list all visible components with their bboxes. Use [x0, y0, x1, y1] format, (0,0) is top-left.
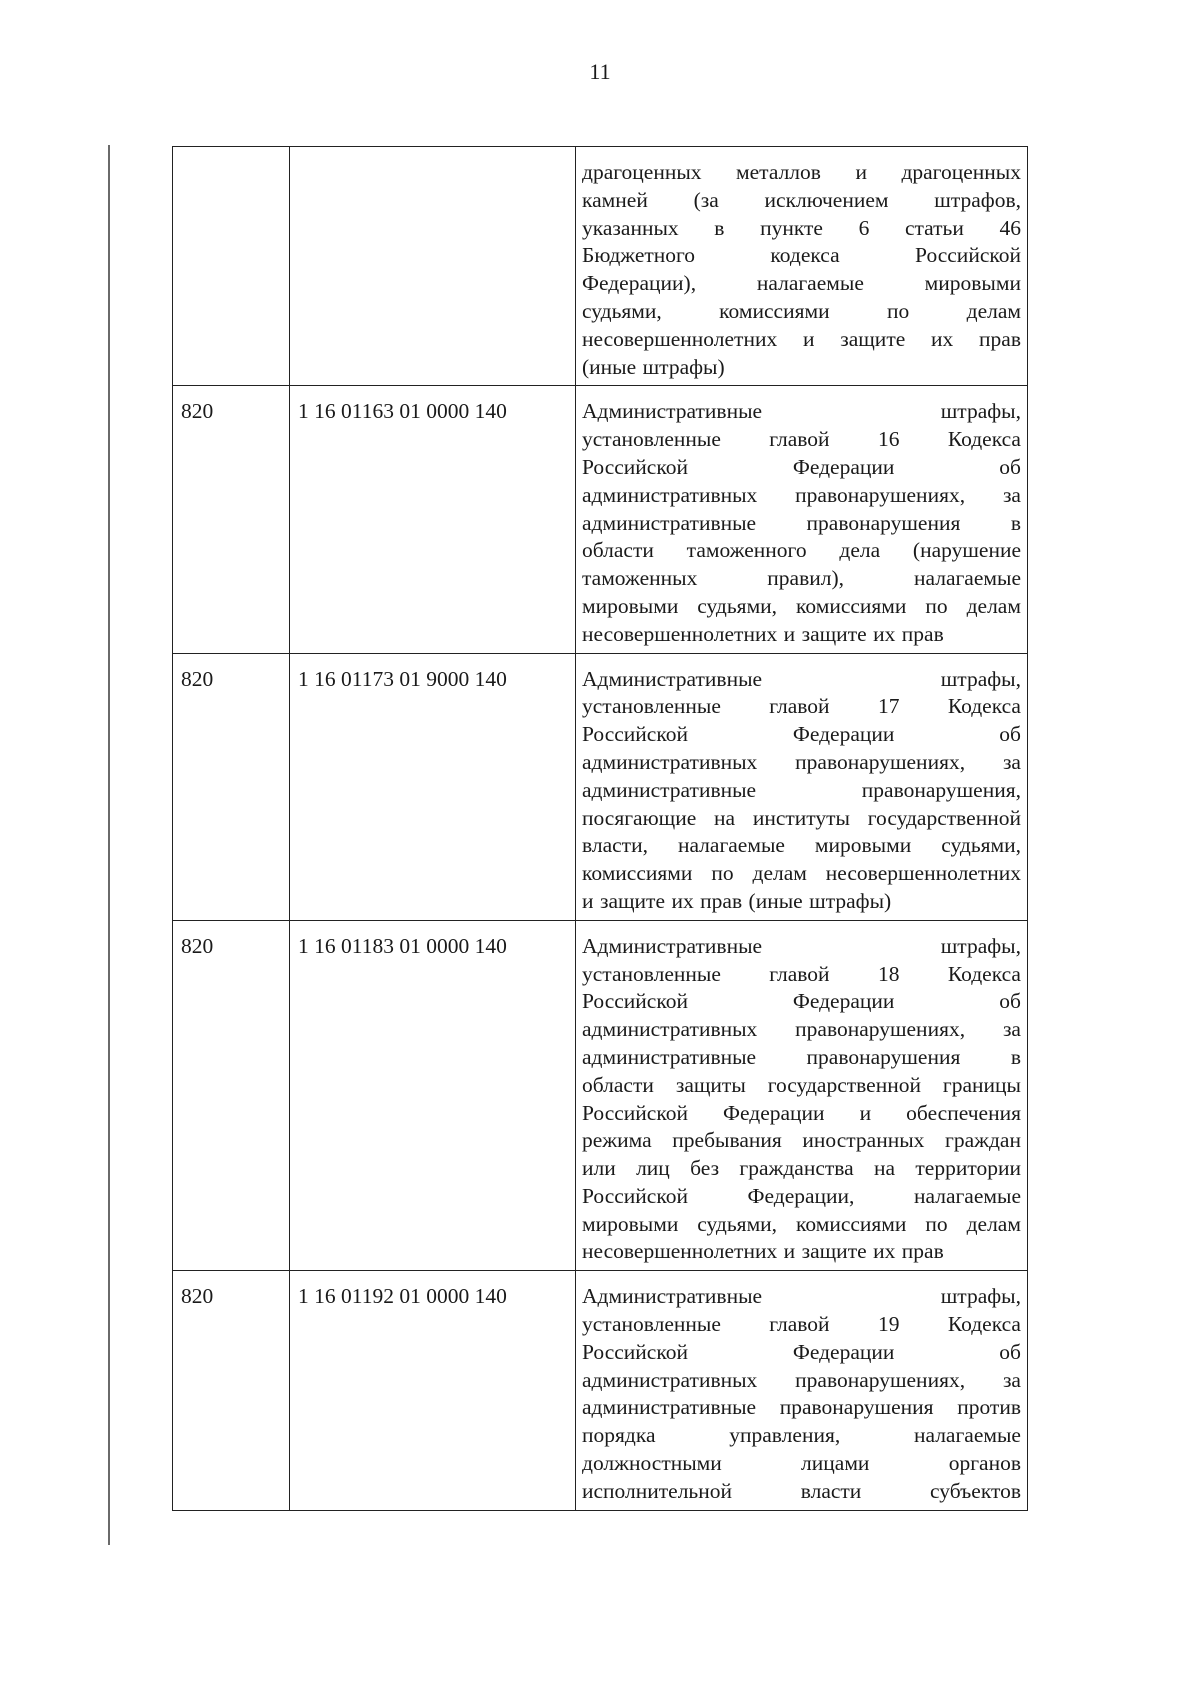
revenue-name-line — [582, 426, 1021, 454]
word: и — [859, 1100, 872, 1125]
word: 16 — [877, 427, 900, 452]
word: власти, — [582, 833, 648, 858]
word: защите — [801, 1239, 867, 1264]
revenue-name-line — [582, 888, 1021, 916]
revenue-name-line — [582, 1044, 1021, 1072]
word: несовершеннолетних — [582, 1239, 778, 1264]
word: власти — [800, 1478, 862, 1503]
admin-code-cell — [173, 147, 290, 386]
word: (иные — [748, 888, 803, 913]
word: налагаемые — [756, 271, 864, 296]
word: статьи — [904, 215, 964, 240]
word: государственной — [867, 805, 1021, 830]
revenue-name-line — [582, 242, 1021, 270]
table-row — [173, 920, 1028, 1271]
revenue-name-line — [582, 1283, 1021, 1311]
word: несовершеннолетних — [825, 861, 1021, 886]
revenue-name-line — [582, 1016, 1021, 1044]
word: Федерации — [792, 989, 895, 1014]
revenue-name-line — [582, 860, 1021, 888]
word: Административные — [582, 933, 763, 958]
word: налагаемые — [677, 833, 785, 858]
word: Федерации — [723, 1100, 825, 1125]
word: комиссиями — [796, 593, 907, 618]
word: лиц — [636, 1156, 670, 1181]
word: области — [582, 1072, 654, 1097]
word: об — [999, 1339, 1021, 1364]
word: по — [711, 861, 734, 886]
word: и — [783, 621, 796, 646]
word: кодекса — [770, 243, 840, 268]
word: их — [671, 888, 694, 913]
revenue-name-line — [582, 1478, 1021, 1506]
word: указанных — [582, 215, 679, 240]
word: установленные — [582, 961, 721, 986]
word: защите — [840, 326, 906, 351]
word: против — [957, 1395, 1021, 1420]
word: граждан — [945, 1128, 1021, 1153]
word: административных — [582, 1367, 758, 1392]
revenue-name-line — [582, 215, 1021, 243]
word: налагаемые — [913, 566, 1021, 591]
revenue-name-line — [582, 1450, 1021, 1478]
revenue-name-line — [582, 749, 1021, 777]
word: прав — [979, 326, 1021, 351]
word: установленные — [582, 694, 721, 719]
revenue-name-line — [582, 1422, 1021, 1450]
word: несовершеннолетних — [582, 326, 778, 351]
admin-code-cell: 820 — [173, 1271, 290, 1510]
revenue-name-line — [582, 621, 1021, 649]
kbk-code-cell: 1 16 01183 01 0000 140 — [290, 920, 576, 1271]
word: 46 — [999, 215, 1021, 240]
revenue-name-line — [582, 298, 1021, 326]
word: административных — [582, 749, 758, 774]
word: установленные — [582, 427, 721, 452]
word: границы — [942, 1072, 1021, 1097]
revenue-name-line — [582, 1127, 1021, 1155]
word: порядка — [582, 1423, 656, 1448]
kbk-code-cell: 1 16 01163 01 0000 140 — [290, 386, 576, 653]
word: налагаемые — [913, 1423, 1021, 1448]
word: об — [999, 454, 1021, 479]
word: Российской — [582, 454, 688, 479]
kbk-code-cell — [290, 147, 576, 386]
word: дела — [839, 538, 881, 563]
revenue-name-line — [582, 1183, 1021, 1211]
word: 17 — [877, 694, 900, 719]
word: правонарушениях, — [795, 749, 966, 774]
word: комиссиями — [719, 298, 830, 323]
word: Российской — [582, 1339, 688, 1364]
word: мировыми — [814, 833, 912, 858]
word: налагаемые — [913, 1183, 1021, 1208]
word: делам — [966, 1211, 1021, 1236]
revenue-name-line — [582, 537, 1021, 565]
revenue-name-line — [582, 565, 1021, 593]
word: (иные — [582, 354, 637, 379]
admin-code-cell: 820 — [173, 653, 290, 920]
revenue-name-line — [582, 270, 1021, 298]
word: (нарушение — [912, 538, 1021, 563]
word: Российской — [582, 989, 688, 1014]
word: штрафы, — [940, 933, 1021, 958]
word: за — [1002, 1017, 1021, 1042]
revenue-name-line — [582, 1155, 1021, 1183]
word: Российской — [582, 722, 688, 747]
table-row — [173, 1271, 1028, 1510]
word: делам — [966, 298, 1021, 323]
word: субъектов — [930, 1478, 1021, 1503]
word: Российской — [582, 1183, 688, 1208]
revenue-name-line — [582, 961, 1021, 989]
word: Федерации — [792, 1339, 895, 1364]
word: 18 — [877, 961, 900, 986]
word: административные — [582, 777, 757, 802]
word: административных — [582, 1017, 758, 1042]
revenue-name-line — [582, 593, 1021, 621]
revenue-name-line — [582, 805, 1021, 833]
word: правонарушения, — [861, 777, 1021, 802]
revenue-name-cell — [576, 653, 1028, 920]
revenue-name-line — [582, 159, 1021, 187]
word: штрафы, — [940, 666, 1021, 691]
revenue-name-line — [582, 1394, 1021, 1422]
word: Кодекса — [947, 694, 1021, 719]
word: Российской — [582, 1100, 688, 1125]
table-row — [173, 147, 1028, 386]
word: 19 — [877, 1312, 900, 1337]
table-body — [173, 147, 1028, 1511]
word: режима — [582, 1128, 652, 1153]
word: драгоценных — [582, 160, 702, 184]
word: Бюджетного — [582, 243, 696, 268]
word: Федерации), — [582, 271, 697, 296]
word: металлов — [736, 160, 821, 184]
revenue-name-cell — [576, 147, 1028, 386]
revenue-name-cell — [576, 1271, 1028, 1510]
word: драгоценных — [901, 160, 1021, 184]
word: делам — [752, 861, 807, 886]
word: главой — [769, 694, 830, 719]
word: камней — [582, 187, 648, 212]
word: пункте — [760, 215, 823, 240]
word: главой — [769, 427, 830, 452]
revenue-name-line — [582, 721, 1021, 749]
word: прав — [901, 621, 944, 646]
word: судьями, — [582, 298, 662, 323]
word: об — [999, 989, 1021, 1014]
word: штрафы, — [940, 399, 1021, 424]
word: лицами — [801, 1451, 870, 1476]
word: Административные — [582, 666, 763, 691]
word: их — [931, 326, 954, 351]
word: территории — [915, 1156, 1021, 1181]
word: штрафы, — [940, 1284, 1021, 1309]
revenue-name-line — [582, 1339, 1021, 1367]
word: Федерации — [792, 454, 895, 479]
word: Федерации, — [747, 1183, 855, 1208]
word: правил), — [767, 566, 845, 591]
word: Кодекса — [947, 961, 1021, 986]
margin-line — [108, 145, 110, 1545]
kbk-code-cell: 1 16 01192 01 0000 140 — [290, 1271, 576, 1510]
word: прав — [700, 888, 743, 913]
word: административные — [582, 1044, 757, 1069]
word: Федерации — [792, 722, 895, 747]
word: области — [582, 538, 654, 563]
word: должностными — [582, 1451, 722, 1476]
word: административные — [582, 1395, 757, 1420]
word: или — [582, 1156, 616, 1181]
revenue-name-line — [582, 666, 1021, 694]
word: защиты — [675, 1072, 746, 1097]
word: судьями, — [697, 1211, 778, 1236]
revenue-name-line — [582, 988, 1021, 1016]
word: Кодекса — [947, 427, 1021, 452]
word: Российской — [915, 243, 1021, 268]
word: и — [582, 888, 594, 913]
word: в — [714, 215, 725, 240]
kbk-code-cell: 1 16 01173 01 9000 140 — [290, 653, 576, 920]
word: комиссиями — [582, 861, 693, 886]
word: комиссиями — [796, 1211, 907, 1236]
revenue-name-cell — [576, 386, 1028, 653]
revenue-name-line — [582, 1211, 1021, 1239]
word: на — [874, 1156, 896, 1181]
word: за — [1002, 749, 1021, 774]
word: по — [925, 1211, 948, 1236]
word: (за — [693, 187, 719, 212]
word: делам — [966, 593, 1021, 618]
word: за — [1002, 1367, 1021, 1392]
word: об — [999, 722, 1021, 747]
word: несовершеннолетних — [582, 621, 778, 646]
budget-classification-table — [172, 146, 1028, 1511]
word: мировыми — [582, 593, 679, 618]
word: защите — [801, 621, 867, 646]
word: исключением — [764, 187, 889, 212]
word: штрафы) — [642, 354, 725, 379]
word: правонарушения — [779, 1395, 934, 1420]
word: защите — [599, 888, 665, 913]
word: их — [873, 1239, 896, 1264]
word: правонарушения — [806, 510, 961, 535]
word: правонарушения — [806, 1044, 961, 1069]
word: штрафы) — [809, 888, 892, 913]
word: за — [1002, 482, 1021, 507]
word: таможенного — [686, 538, 807, 563]
word: Кодекса — [947, 1312, 1021, 1337]
revenue-name-line — [582, 933, 1021, 961]
admin-code-cell: 820 — [173, 386, 290, 653]
revenue-name-line — [582, 777, 1021, 805]
admin-code-cell: 820 — [173, 920, 290, 1271]
word: посягающие — [582, 805, 697, 830]
word: главой — [769, 1312, 830, 1337]
word: 6 — [858, 215, 870, 240]
word: главой — [769, 961, 830, 986]
page-number: 11 — [589, 59, 611, 84]
word: и — [783, 1239, 796, 1264]
word: штрафов, — [934, 187, 1021, 212]
word: судьями, — [941, 833, 1021, 858]
word: прав — [901, 1239, 944, 1264]
word: мировыми — [582, 1211, 679, 1236]
word: мировыми — [924, 271, 1021, 296]
revenue-name-line — [582, 354, 1021, 382]
word: установленные — [582, 1312, 721, 1337]
revenue-name-line — [582, 454, 1021, 482]
revenue-name-line — [582, 693, 1021, 721]
word: правонарушениях, — [795, 1367, 966, 1392]
word: и — [802, 326, 815, 351]
word: Административные — [582, 399, 763, 424]
word: на — [714, 805, 736, 830]
revenue-name-line — [582, 1311, 1021, 1339]
word: гражданства — [739, 1156, 854, 1181]
revenue-name-line — [582, 1100, 1021, 1128]
table-row — [173, 653, 1028, 920]
word: без — [690, 1156, 720, 1181]
revenue-name-line — [582, 187, 1021, 215]
word: административные — [582, 510, 757, 535]
word: таможенных — [582, 566, 698, 591]
revenue-name-line — [582, 326, 1021, 354]
revenue-name-line — [582, 1072, 1021, 1100]
word: пребывания — [672, 1128, 782, 1153]
word: по — [925, 593, 948, 618]
word: административных — [582, 482, 758, 507]
word: в — [1010, 510, 1021, 535]
word: их — [873, 621, 896, 646]
word: правонарушениях, — [795, 1017, 966, 1042]
word: судьями, — [697, 593, 778, 618]
word: государственной — [767, 1072, 921, 1097]
word: Административные — [582, 1284, 763, 1309]
word: исполнительной — [582, 1478, 732, 1503]
revenue-name-line — [582, 832, 1021, 860]
word: управления, — [729, 1423, 841, 1448]
word: в — [1010, 1044, 1021, 1069]
revenue-name-line — [582, 510, 1021, 538]
word: и — [855, 160, 867, 184]
word: по — [886, 298, 910, 323]
revenue-name-line — [582, 1238, 1021, 1266]
word: правонарушениях, — [795, 482, 966, 507]
revenue-name-line — [582, 398, 1021, 426]
revenue-name-line — [582, 1367, 1021, 1395]
table-row — [173, 386, 1028, 653]
word: органов — [948, 1451, 1021, 1476]
revenue-name-line — [582, 482, 1021, 510]
word: обеспечения — [906, 1100, 1021, 1125]
word: институты — [752, 805, 850, 830]
revenue-name-cell — [576, 920, 1028, 1271]
word: иностранных — [802, 1128, 925, 1153]
